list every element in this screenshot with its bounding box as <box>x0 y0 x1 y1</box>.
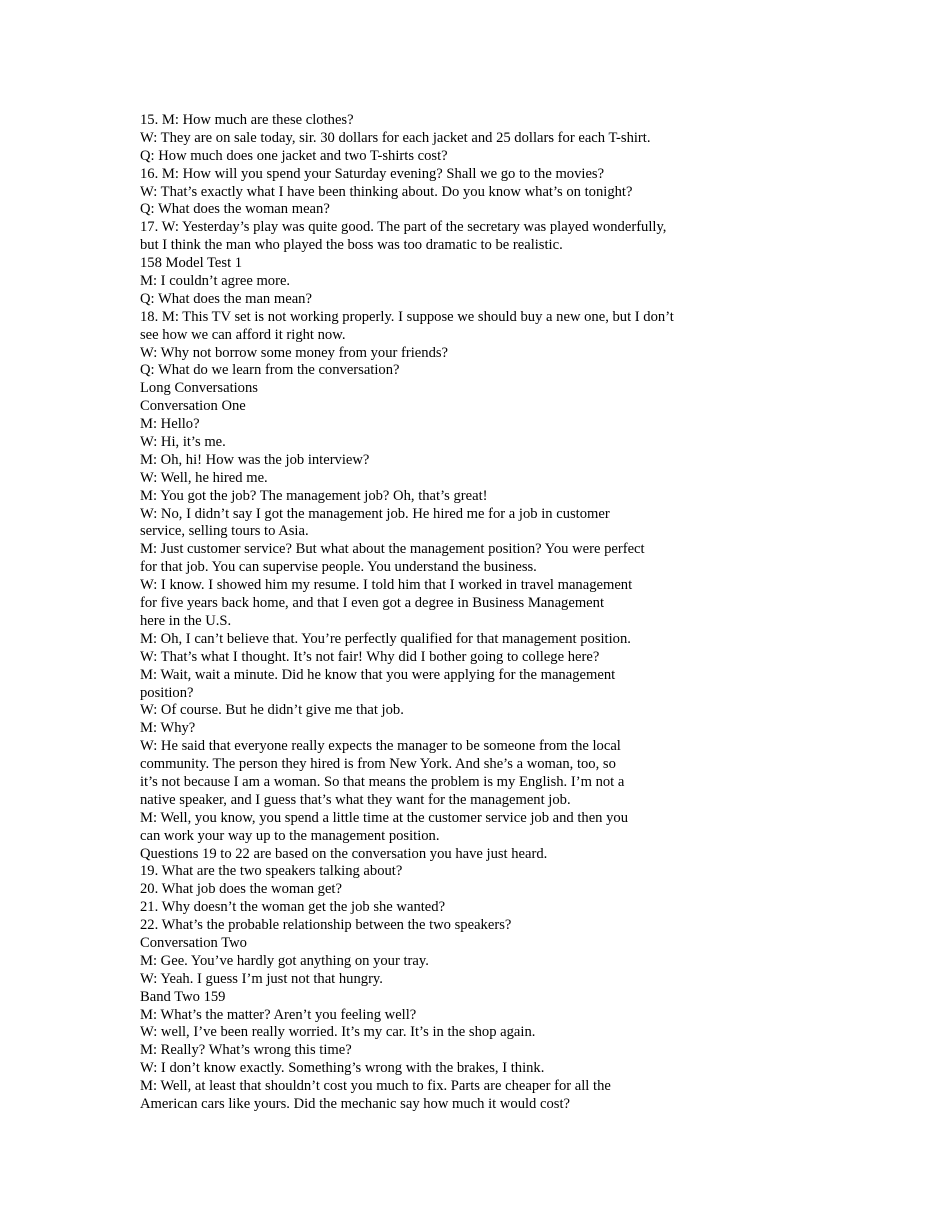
text-line: 20. What job does the woman get? <box>140 881 342 898</box>
text-line: W: That’s exactly what I have been thinking about. Do you know what’s on tonight? <box>140 183 633 200</box>
text-line: M: Gee. You’ve hardly got anything on your tray. <box>140 952 429 969</box>
text-line: W: Well, he hired me. <box>140 469 268 486</box>
text-line: Questions 19 to 22 are based on the conversation you have just heard. <box>140 845 548 862</box>
text-line: Conversation One <box>140 398 246 415</box>
text-line: for five years back home, and that I even got a degree in Business Management <box>140 595 604 612</box>
text-line: service, selling tours to Asia. <box>140 523 309 540</box>
text-line: Q: What do we learn from the conversation? <box>140 362 400 379</box>
text-line: W: Why not borrow some money from your friends? <box>140 344 449 361</box>
text-line: W: I know. I showed him my resume. I told him that I worked in travel management <box>140 577 633 594</box>
text-line: Q: How much does one jacket and two T-shirts cost? <box>140 147 448 164</box>
text-line: M: Wait, wait a minute. Did he know that you were applying for the management <box>140 666 616 683</box>
text-line: M: Hello? <box>140 416 200 433</box>
text-line: M: What’s the matter? Aren’t you feeling well? <box>140 1006 417 1023</box>
text-line: 17. W: Yesterday’s play was quite good. The part of the secretary was played wonderfully, <box>140 219 667 236</box>
text-line: M: Well, you know, you spend a little time at the customer service job and then you <box>140 809 629 826</box>
text-line: W: Yeah. I guess I’m just not that hungry. <box>140 970 383 987</box>
text-line: 15. M: How much are these clothes? <box>140 112 354 128</box>
text-line: M: Why? <box>140 720 196 737</box>
text-line: 21. Why doesn’t the woman get the job she wanted? <box>140 899 446 916</box>
text-line: Long Conversations <box>140 380 258 397</box>
text-line: W: He said that everyone really expects the manager to be someone from the local <box>140 738 621 755</box>
text-line: W: They are on sale today, sir. 30 dollars for each jacket and 25 dollars for each T-shirt. <box>140 129 651 146</box>
text-line: it’s not because I am a woman. So that means the problem is my English. I’m not a <box>140 773 625 790</box>
text-line: here in the U.S. <box>140 612 232 629</box>
text-line: M: I couldn’t agree more. <box>140 273 291 290</box>
text-line: American cars like yours. Did the mechanic say how much it would cost? <box>140 1095 570 1112</box>
text-line: see how we can afford it right now. <box>140 326 346 343</box>
text-line: can work your way up to the management position. <box>140 827 440 844</box>
text-line: Q: What does the man mean? <box>140 290 312 307</box>
text-line: M: Oh, I can’t believe that. You’re perfectly qualified for that management position. <box>140 630 631 647</box>
text-line: 22. What’s the probable relationship between the two speakers? <box>140 917 512 934</box>
text-line: for that job. You can supervise people. You understand the business. <box>140 559 537 576</box>
text-line: W: I don’t know exactly. Something’s wrong with the brakes, I think. <box>140 1060 545 1077</box>
text-line: Band Two 159 <box>140 988 226 1005</box>
text-line: Conversation Two <box>140 934 247 951</box>
text-line: position? <box>140 684 194 701</box>
text-line: 16. M: How will you spend your Saturday evening? Shall we go to the movies? <box>140 165 605 182</box>
text-line: W: That’s what I thought. It’s not fair! Why did I bother going to college here? <box>140 648 600 665</box>
text-line: 19. What are the two speakers talking about? <box>140 863 403 880</box>
text-line: community. The person they hired is from New York. And she’s a woman, too, so <box>140 756 616 773</box>
text-line: W: Of course. But he didn’t give me that job. <box>140 702 404 719</box>
text-line: W: well, I’ve been really worried. It’s my car. It’s in the shop again. <box>140 1024 536 1041</box>
text-line: M: Really? What’s wrong this time? <box>140 1042 352 1059</box>
text-line: W: Hi, it’s me. <box>140 434 226 451</box>
text-line: W: No, I didn’t say I got the management job. He hired me for a job in customer <box>140 505 610 522</box>
text-line: native speaker, and I guess that’s what they want for the management job. <box>140 791 571 808</box>
text-line: but I think the man who played the boss was too dramatic to be realistic. <box>140 237 563 254</box>
text-line: 158 Model Test 1 <box>140 255 243 272</box>
text-line: Q: What does the woman mean? <box>140 201 330 218</box>
text-line: M: You got the job? The management job? Oh, that’s great! <box>140 487 488 504</box>
text-line: M: Oh, hi! How was the job interview? <box>140 451 370 468</box>
document-text <box>140 112 860 1114</box>
text-line: M: Just customer service? But what about the management position? You were perfect <box>140 541 645 558</box>
text-line: 18. M: This TV set is not working properly. I suppose we should buy a new one, but I don’t <box>140 308 674 325</box>
text-line: M: Well, at least that shouldn’t cost you much to fix. Parts are cheaper for all the <box>140 1078 611 1095</box>
